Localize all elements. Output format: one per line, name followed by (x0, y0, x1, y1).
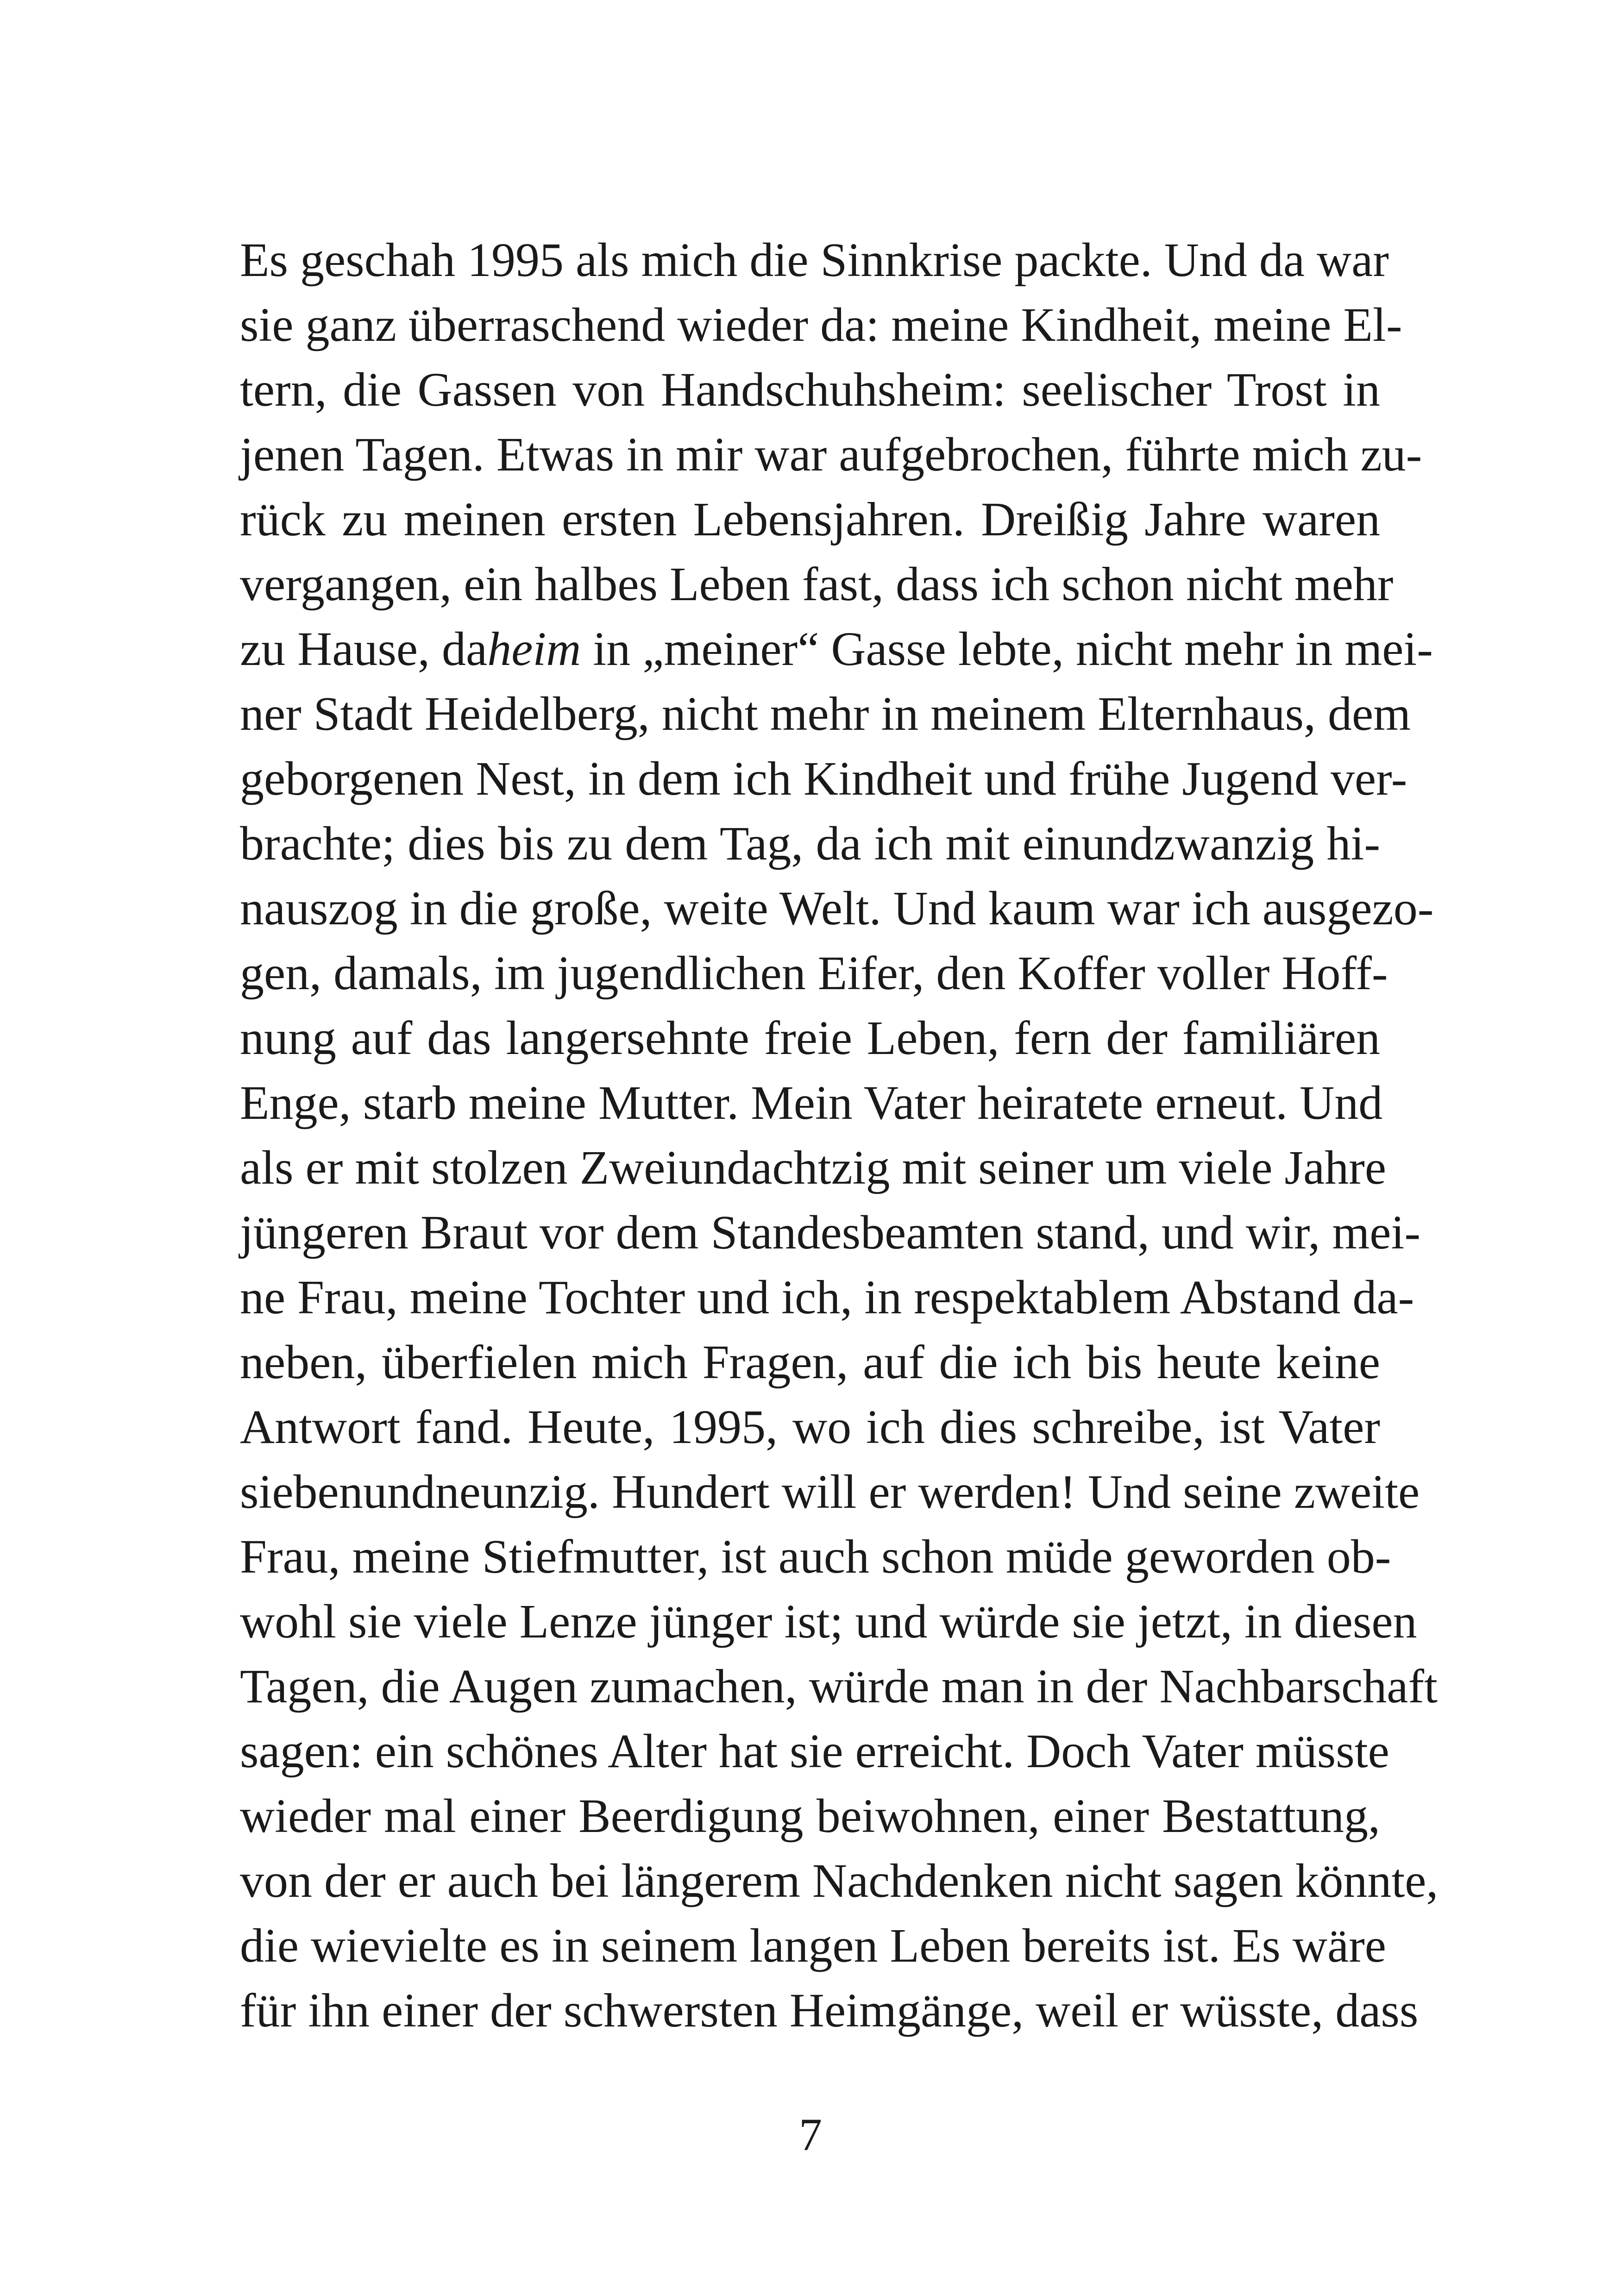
text-line: Tagen, die Augen zumachen, würde man in der Nachbarschaft (240, 1660, 1438, 1713)
text-line: gen, damals, im jugendlichen Eifer, den Koffer voller Hoff- (240, 947, 1388, 1000)
text-line: brachte; dies bis zu dem Tag, da ich mit einundzwanzig hi- (240, 817, 1380, 870)
text-line: siebenundneunzig. Hundert will er werden! Und seine zweite (240, 1465, 1420, 1518)
text-line: vergangen, ein halbes Leben fast, dass ich schon nicht mehr (240, 558, 1394, 611)
text-line: nung auf das langersehnte freie Leben, fern der familiären (240, 1011, 1380, 1065)
text-line: sie ganz überraschend wieder da: meine Kindheit, meine El- (240, 298, 1402, 351)
text-line: jüngeren Braut vor dem Standesbeamten stand, und wir, mei- (240, 1206, 1420, 1259)
text-line: neben, überfielen mich Fragen, auf die ich bis heute keine (240, 1336, 1380, 1389)
text-line: ner Stadt Heidelberg, nicht mehr in meinem Elternhaus, dem (240, 687, 1411, 740)
text-line: für ihn einer der schwersten Heimgänge, weil er wüsste, dass (240, 1984, 1419, 2037)
text-line: von der er auch bei längerem Nachdenken nicht sagen könnte, (240, 1854, 1439, 1907)
body-text (240, 228, 1439, 2043)
text-line: wieder mal einer Beerdigung beiwohnen, einer Bestattung, (240, 1789, 1380, 1843)
text-line: rück zu meinen ersten Lebensjahren. Dreißig Jahre waren (240, 493, 1380, 546)
text-line: Es geschah 1995 als mich die Sinnkrise packte. Und da war (240, 233, 1389, 287)
text-line: Enge, starb meine Mutter. Mein Vater heiratete erneut. Und (240, 1076, 1383, 1129)
text-line: ne Frau, meine Tochter und ich, in respektablem Abstand da- (240, 1271, 1414, 1324)
text-segment: zu Hause, da (240, 622, 488, 676)
text-line: Antwort fand. Heute, 1995, wo ich dies schreibe, ist Vater (240, 1400, 1380, 1454)
text-line: wohl sie viele Lenze jünger ist; und würde sie jetzt, in diesen (240, 1595, 1417, 1648)
text-line: sagen: ein schönes Alter hat sie erreicht. Doch Vater müsste (240, 1725, 1389, 1778)
text-line: tern, die Gassen von Handschuhsheim: seelischer Trost in (240, 363, 1380, 416)
text-line: Frau, meine Stiefmutter, ist auch schon müde geworden ob- (240, 1530, 1391, 1583)
text-segment: in „meiner“ Gasse lebte, nicht mehr in mei- (581, 622, 1433, 676)
italic-emphasis: heim (487, 622, 581, 676)
text-line: geborgenen Nest, in dem ich Kindheit und frühe Jugend ver- (240, 752, 1407, 805)
text-line: die wievielte es in seinem langen Leben bereits ist. Es wäre (240, 1919, 1386, 1972)
text-line (240, 617, 1433, 682)
text-line: nauszog in die große, weite Welt. Und kaum war ich ausgezo- (240, 882, 1434, 935)
page-number: 7 (799, 2109, 822, 2160)
text-line: als er mit stolzen Zweiundachtzig mit seiner um viele Jahre (240, 1141, 1386, 1194)
text-line: jenen Tagen. Etwas in mir war aufgebrochen, führte mich zu- (240, 428, 1422, 481)
